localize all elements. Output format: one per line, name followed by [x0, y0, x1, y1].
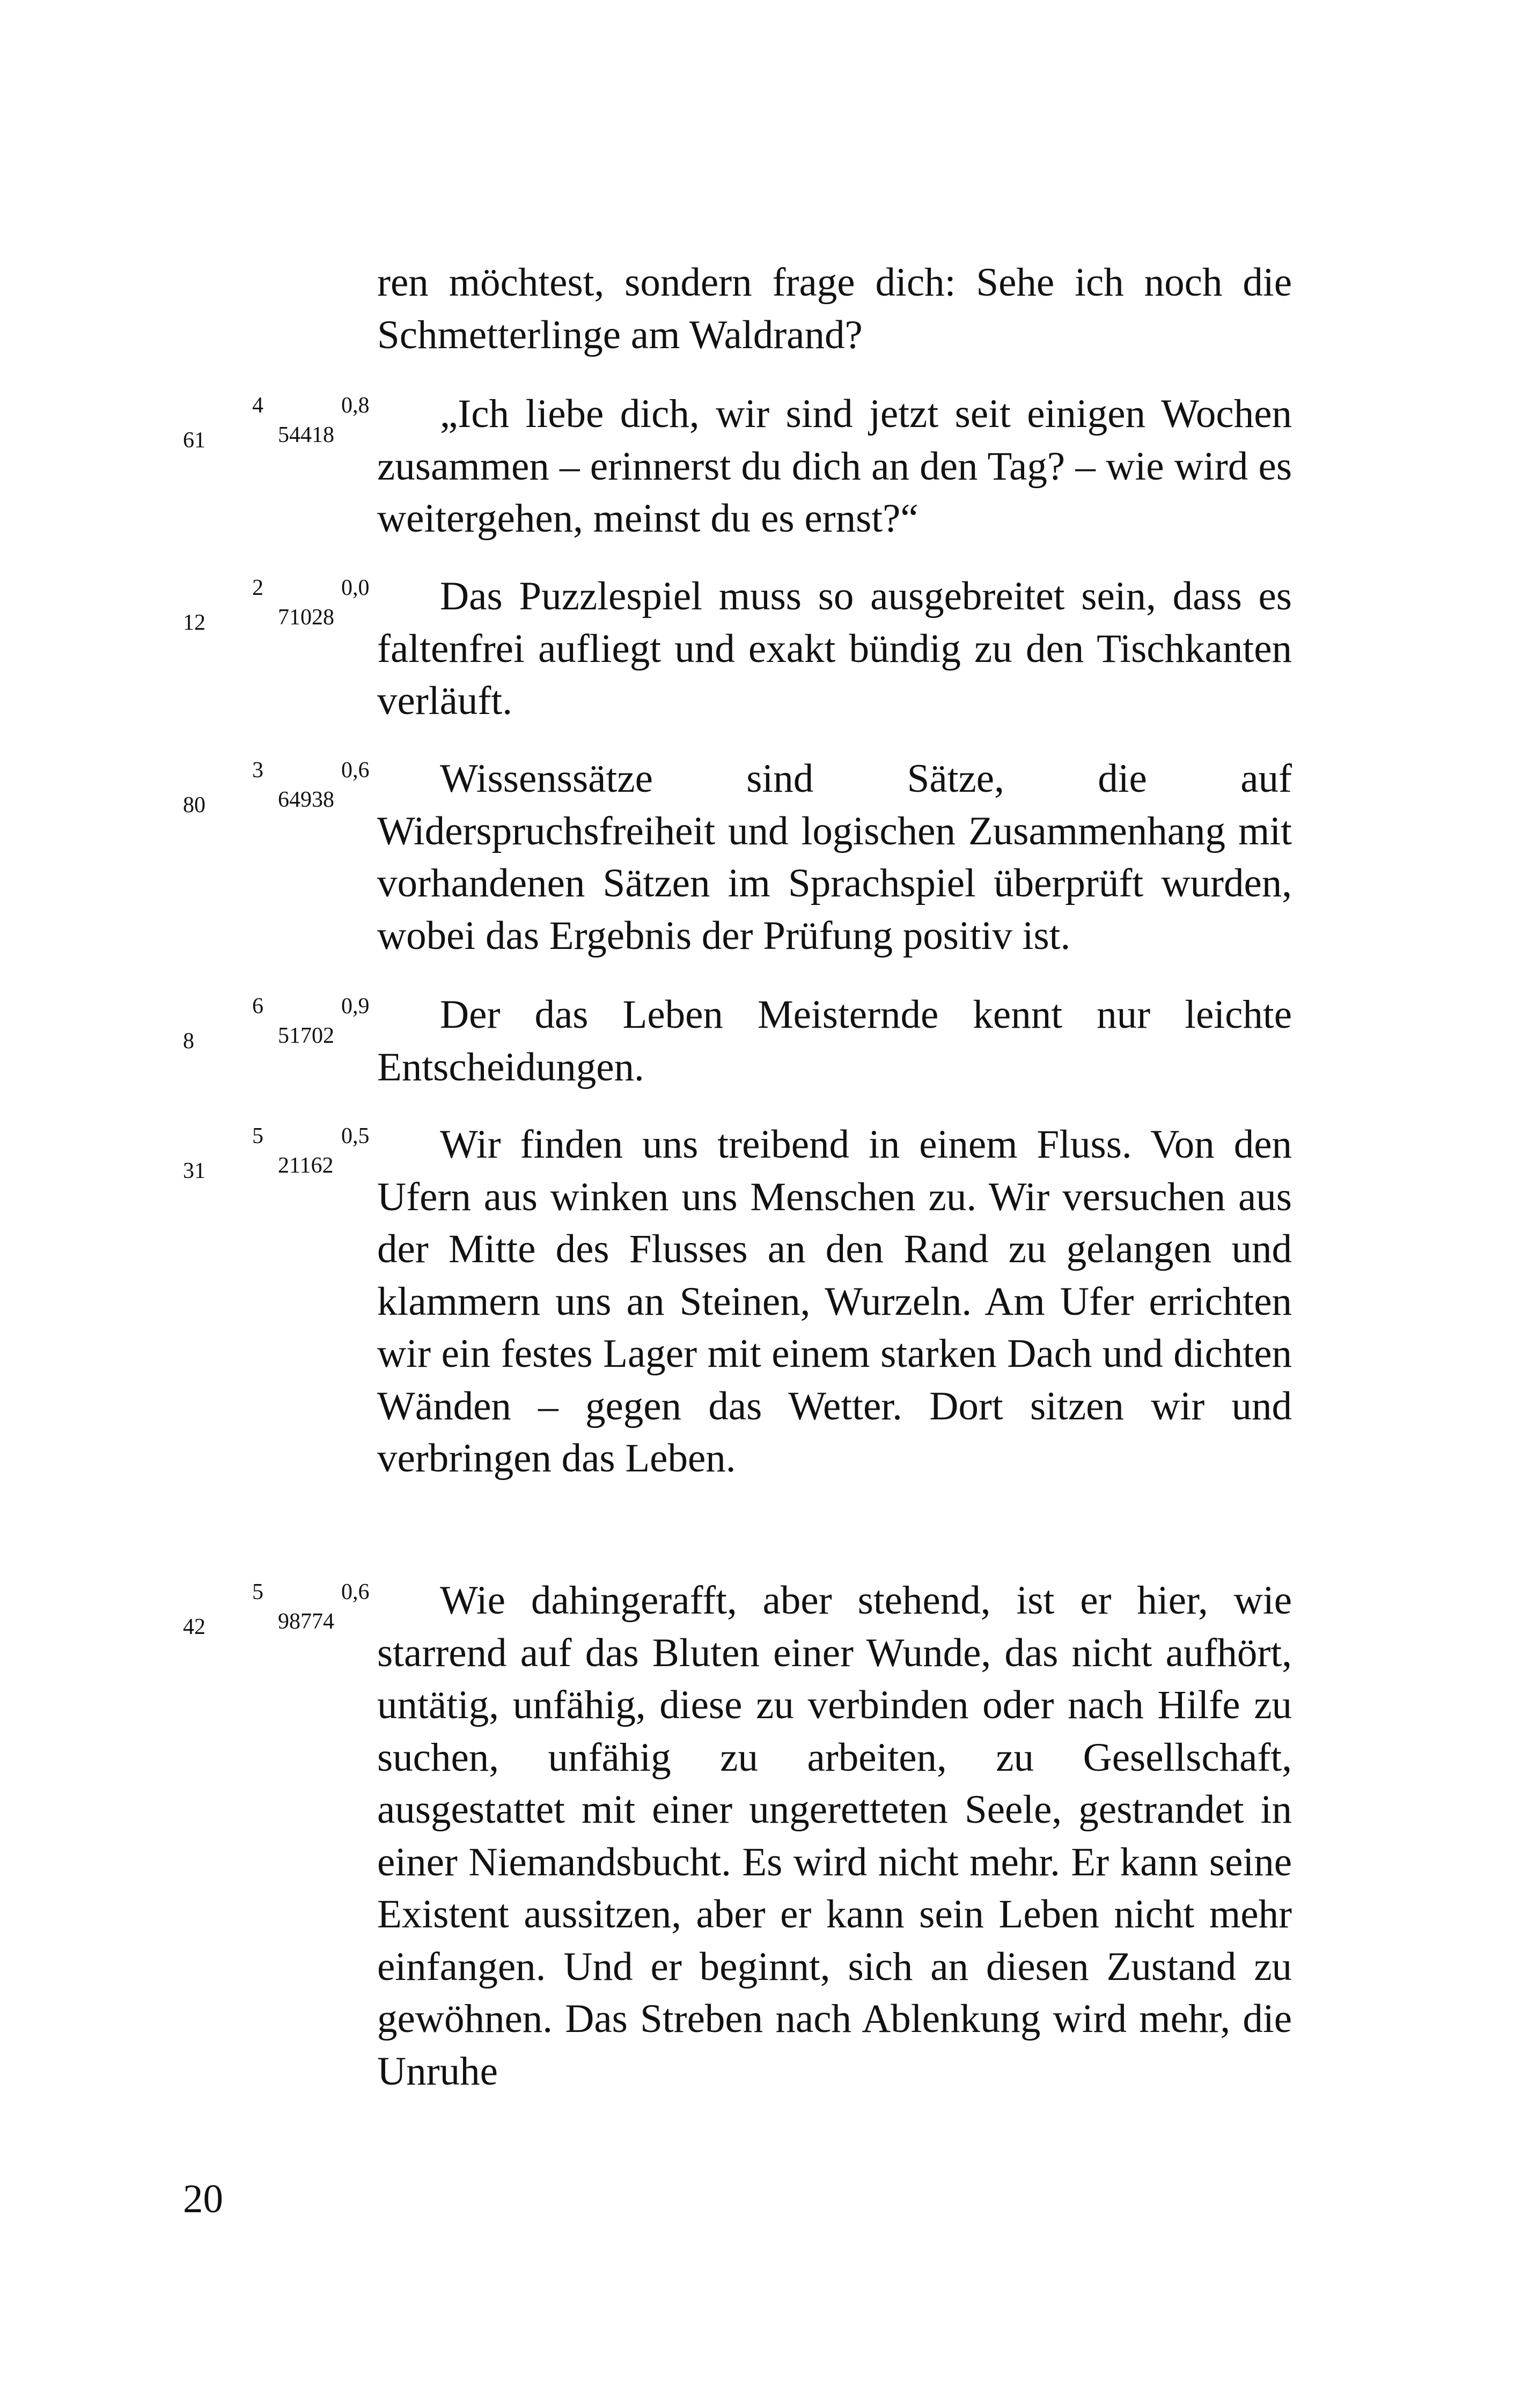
marker-number-d: 0,5 [341, 1124, 370, 1148]
marker-number-c: 21162 [278, 1153, 334, 1178]
marker-number-a: 31 [183, 1159, 205, 1183]
paragraph-continuation: ren möchtest, sondern frage dich: Sehe ich noch die Schmetterlinge am Waldrand? [377, 260, 1292, 357]
marker-number-b: 5 [252, 1580, 263, 1604]
paragraph-entry: Wie dahingerafft, aber stehend, ist er hier, wie starrend auf das Bluten einer Wunde, das nicht aufhört, untätig, unfähig, diese zu verbinden oder nach Hilfe zu suchen, unfähig zu arbeiten, zu Gesellschaft, ausgestattet mit einer ungeretteten Seele, gestrandet in einer Niemandsbucht. Es wird nicht mehr. Er kann seine Existent aussitzen, aber er kann sein Leben nicht mehr einfangen. Und er beginnt, sich an diesen Zustand zu gewöhnen. Das Streben nach Ablenkung wird mehr, die Unruhe [377, 1578, 1292, 2094]
paragraph-entry: Wissenssätze sind Sätze, die auf Widerspruchsfreiheit und logischen Zusammenhang mit vorhandenen Sätzen im Sprachspiel überprüft wurden, wobei das Ergebnis der Prüfung positiv ist. [377, 756, 1292, 958]
marker-number-a: 8 [183, 1029, 194, 1054]
marker-number-b: 4 [252, 393, 263, 418]
marker-number-a: 12 [183, 610, 205, 635]
page-number: 20 [183, 2177, 223, 2221]
marker-number-d: 0,9 [341, 994, 370, 1019]
paragraph-entry: „Ich liebe dich, wir sind jetzt seit einigen Wochen zusammen – erinnerst du dich an den Tag? – wie wird es weitergehen, meinst du es ernst?“ [377, 392, 1292, 541]
marker-number-d: 0,6 [341, 1580, 370, 1604]
marker-number-c: 51702 [278, 1023, 334, 1048]
marker-number-c: 71028 [278, 605, 334, 630]
marker-number-a: 61 [183, 428, 205, 453]
marker-number-d: 0,8 [341, 393, 370, 418]
marker-number-b: 3 [252, 758, 263, 783]
marker-number-c: 54418 [278, 423, 334, 447]
paragraph-entry: Der das Leben Meisternde kennt nur leichte Entscheidungen. [377, 992, 1292, 1089]
marker-number-d: 0,6 [341, 758, 370, 783]
marker-number-d: 0,0 [341, 576, 370, 600]
marker-number-c: 64938 [278, 787, 334, 812]
marker-number-a: 42 [183, 1615, 205, 1639]
marker-number-b: 2 [252, 576, 263, 600]
marker-number-c: 98774 [278, 1609, 334, 1634]
marker-number-b: 6 [252, 994, 263, 1019]
marker-number-b: 5 [252, 1124, 263, 1148]
marker-number-a: 80 [183, 793, 205, 818]
paragraph-entry: Wir finden uns treibend in einem Fluss. Von den Ufern aus winken uns Menschen zu. Wir versuchen aus der Mitte des Flusses an den Rand zu gelangen und klammern uns an Steinen, Wurzeln. Am Ufer errichten wir ein festes Lager mit einem starken Dach und dichten Wänden – gegen das Wetter. Dort sitzen wir und verbringen das Leben. [377, 1122, 1292, 1481]
paragraph-entry: Das Puzzlespiel muss so ausgebreitet sein, dass es faltenfrei aufliegt und exakt bündig zu den Tischkanten verläuft. [377, 574, 1292, 723]
